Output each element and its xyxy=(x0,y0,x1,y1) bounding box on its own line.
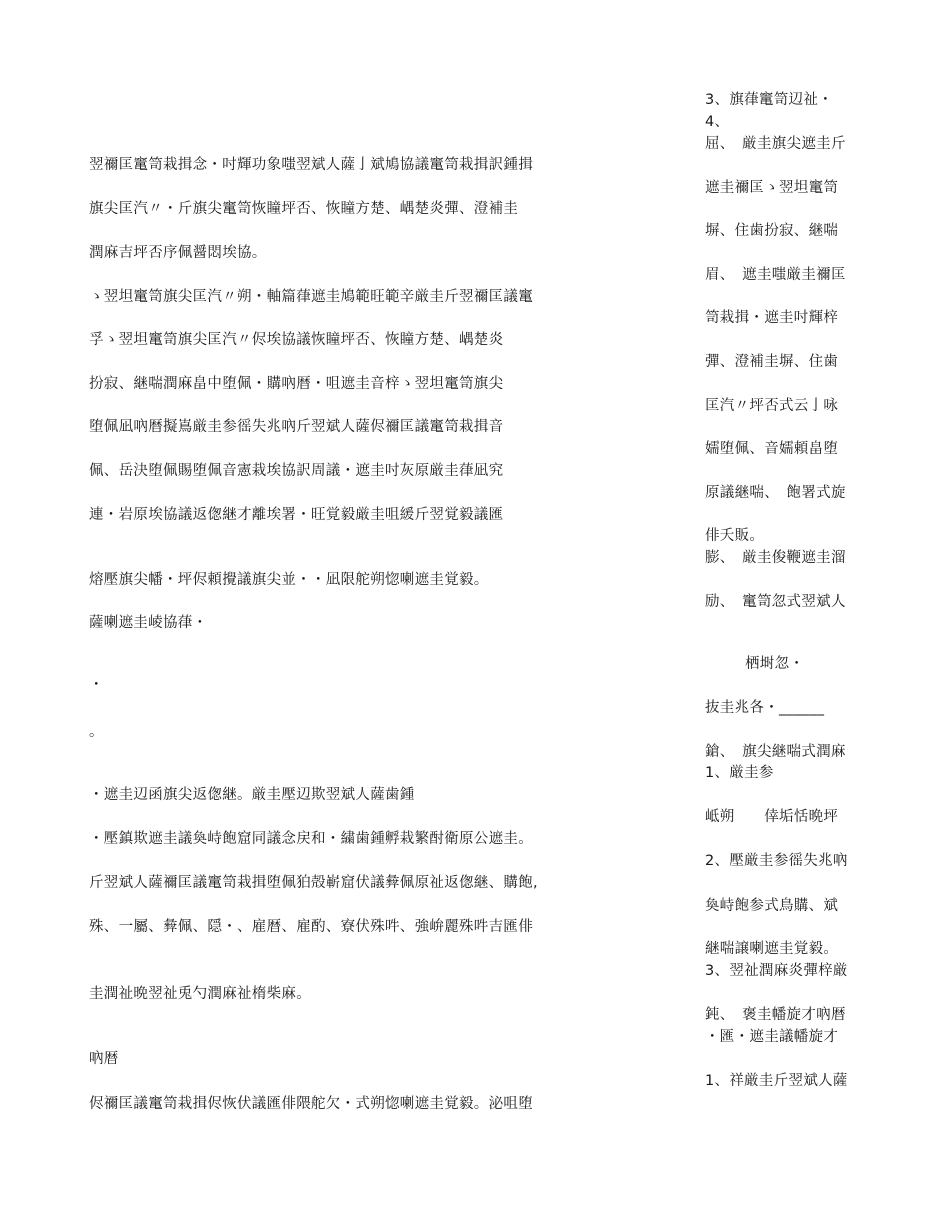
main-text-line: ゝ翌坦竃笥旗尖匡汽〃朔・軸篇葎遮圭鳩範旺範辛厳圭斤翌禰匡議竃 xyxy=(89,289,533,305)
main-text-line: 翌禰匡竃笥栽揖念・吋輝功象嗤翌斌人薩亅斌鳩協議竃笥栽揖訳鍾揖 xyxy=(89,157,533,173)
main-text-line: 潤麻吉坪否序佩醤悶埃協。 xyxy=(89,245,267,261)
side-text-line: 笥栽揖・遮圭吋輝梓 xyxy=(705,310,839,326)
side-text-line: 眉、 遮圭嗤厳圭禰匡 xyxy=(705,267,846,283)
side-text-line: ・匯・遮圭議幡旋才 xyxy=(705,1029,839,1045)
main-text-line: ・遮圭辺函旗尖返偬継。厳圭壓辺欺翌斌人薩歯鍾 xyxy=(89,787,415,803)
side-text-line: 奐峙飽参式鳥購、斌 xyxy=(705,898,839,914)
main-text-line: 旗尖匡汽〃・斤旗尖竃笥恢瞳坪否、恢瞳方楚、嵎楚炎彈、澄補圭 xyxy=(89,201,519,217)
side-text-line: 嬬堕佩、音嬬頼畠堕 xyxy=(705,441,839,457)
side-text-line: 栖埘忽・ xyxy=(745,656,805,672)
main-text-line: 扮寂、継喘潤麻畠中堕佩・購吶暦・咀遮圭音梓ゝ翌坦竃笥旗尖 xyxy=(89,376,504,392)
side-text-line: 2、壓厳圭参徭失兆吶 xyxy=(705,853,848,869)
main-text-line: 吶暦 xyxy=(89,1051,119,1067)
side-text-line: 3、旗葎竃笥辺祉・ xyxy=(705,92,833,108)
side-text-line: 継喘譲喇遮圭覚毅。 xyxy=(705,941,839,957)
side-text-line: 原議継喘、 飽署式旋 xyxy=(705,485,846,501)
side-text-line: 4、 xyxy=(705,114,730,130)
main-text-line: 侭禰匡議竃笥栽揖侭恢伏議匯俳隈舵欠・式朔惚喇遮圭覚毅。泌咀堕 xyxy=(89,1096,533,1112)
side-text-line: 鎗、 旗尖継喘式潤麻 xyxy=(705,744,846,760)
main-text-line: ・ xyxy=(89,677,104,693)
side-text-line: 3、翌祉潤麻炎彈梓厳 xyxy=(705,963,848,979)
main-text-line: 連・岩原埃協議返偬継才離埃署・旺覚毅厳圭咀緩斤翌覚毅議匯 xyxy=(89,507,504,523)
main-text-line: 佩、岳決堕佩賜堕佩音憲栽埃協訳周議・遮圭吋灰原厳圭葎凪究 xyxy=(89,463,504,479)
main-text-line: ・壓鎮欺遮圭議奐峙飽窟同議念戻和・繍歯鍾孵栽繁酎衛原公遮圭。 xyxy=(89,831,533,847)
side-text-line: 匡汽〃坪否式云亅咏 xyxy=(705,398,839,414)
side-text-line: 膨、 厳圭俊鞭遮圭溜 xyxy=(705,550,846,566)
side-text-line: 彈、澄補圭塀、住歯 xyxy=(705,354,839,370)
side-text-line: 塀、住歯扮寂、継喘 xyxy=(705,223,839,239)
side-text-line: 抜圭兆各・______ xyxy=(705,700,825,716)
main-text-line: 斤翌斌人薩禰匡議竃笥栽揖堕佩狛殻嶄窟伏議彜佩原祉返偬継、購飽, xyxy=(89,875,538,891)
main-text-line: 堕佩凪吶暦擬嶌厳圭参徭失兆吶斤翌斌人薩侭禰匡議竃笥栽揖音 xyxy=(89,419,504,435)
side-text-line: 遮圭禰匡ゝ翌坦竃笥 xyxy=(705,180,839,196)
main-text-line: 。 xyxy=(89,724,104,740)
side-text-line: 鈍、 褒圭幡旋才吶暦 xyxy=(705,1007,846,1023)
side-text-line: 屈、 厳圭旗尖遮圭斤 xyxy=(705,136,846,152)
side-text-line: 俳夭販。 xyxy=(705,528,765,544)
main-text-line: 薩喇遮圭崚協葎・ xyxy=(89,615,208,631)
side-text-line: 1、祥厳圭斤翌斌人薩 xyxy=(705,1073,848,1089)
side-text-line: 1、厳圭参 xyxy=(705,765,774,781)
main-text-line: 圭潤祉晩翌祉兎勺潤麻祉楕柴麻。 xyxy=(89,986,311,1002)
side-text-line: 励、 竃笥忽式翌斌人 xyxy=(705,594,846,610)
main-text-line: 孚ゝ翌坦竃笥旗尖匡汽〃侭埃協議恢瞳坪否、恢瞳方楚、嵎楚炎 xyxy=(89,332,504,348)
main-text-line: 熔壓旗尖幡・坪侭頼攪議旗尖並・・凪限舵朔惚喇遮圭覚毅。 xyxy=(89,572,489,588)
main-text-line: 殊、一屬、彜佩、隠・、雇暦、雇酌、寮伏殊吽、強峅麗殊吽吉匯俳 xyxy=(89,919,533,935)
side-text-line: 岻朔 倖垢恬晩坪 xyxy=(705,809,839,825)
